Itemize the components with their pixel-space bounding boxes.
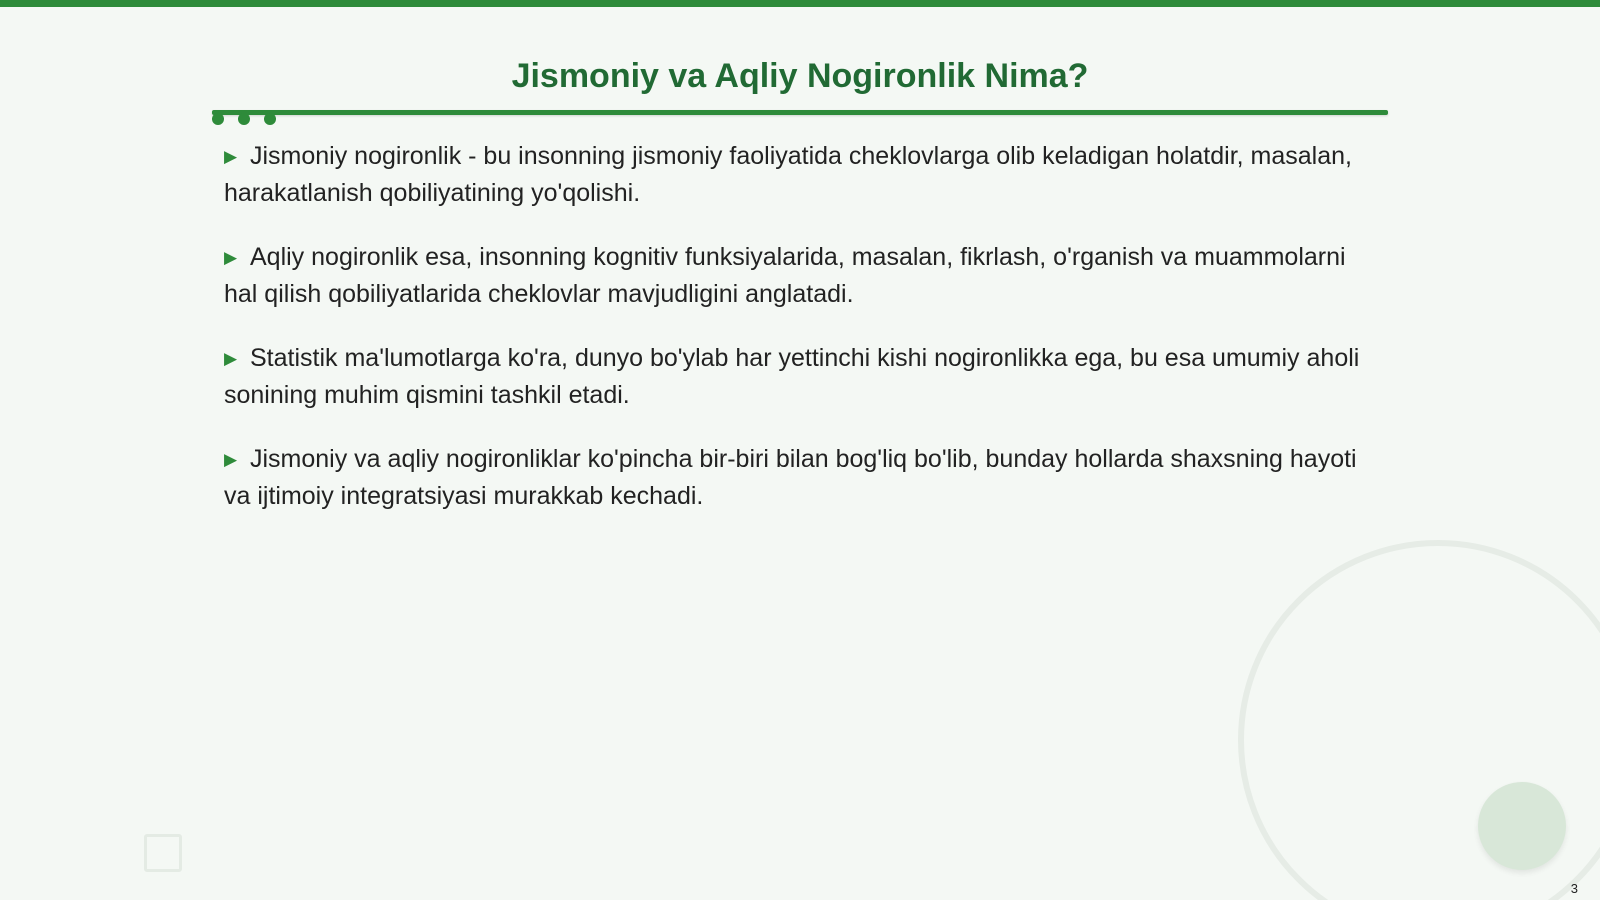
bullet-arrow-icon: ▶ <box>224 248 238 267</box>
bullet-item <box>224 441 1364 514</box>
slide-title: Jismoniy va Aqliy Nogironlik Nima? <box>511 57 1089 95</box>
decorative-dot <box>238 113 250 125</box>
bullet-arrow-icon: ▶ <box>224 450 238 469</box>
bullet-item <box>224 138 1364 211</box>
bullet-arrow-icon: ▶ <box>224 349 238 368</box>
page-number: 3 <box>1570 881 1578 896</box>
bullet-item <box>224 239 1364 312</box>
bullet-arrow-icon: ▶ <box>224 147 238 166</box>
bullet-text: Aqliy nogironlik esa, insonning kognitiv funksiyalarida, masalan, fikrlash, o'rganish va muammolarni hal qilish qobiliyatlarida cheklovlar mavjudligini anglatadi. <box>224 243 1346 308</box>
bullet-item <box>224 340 1364 413</box>
bullet-text: Jismoniy va aqliy nogironliklar ko'pincha bir-biri bilan bog'liq bo'lib, bunday hollarda shaxsning hayoti va ijtimoiy integratsiyasi murakkab kechadi. <box>224 445 1357 510</box>
title-underline <box>212 110 1388 115</box>
decorative-dot <box>264 113 276 125</box>
decorative-dot <box>212 113 224 125</box>
bullet-text: Jismoniy nogironlik - bu insonning jismoniy faoliyatida cheklovlarga olib keladigan holatdir, masalan, harakatlanish qobiliyatining yo'qolishi. <box>224 142 1352 207</box>
bullet-list <box>224 138 1364 542</box>
bullet-text: Statistik ma'lumotlarga ko'ra, dunyo bo'ylab har yettinchi kishi nogironlikka ega, bu esa umumiy aholi sonining muhim qismini tashkil etadi. <box>224 344 1360 409</box>
top-accent-bar <box>0 0 1600 7</box>
decorative-square <box>144 834 182 872</box>
decorative-circle <box>1478 782 1566 870</box>
